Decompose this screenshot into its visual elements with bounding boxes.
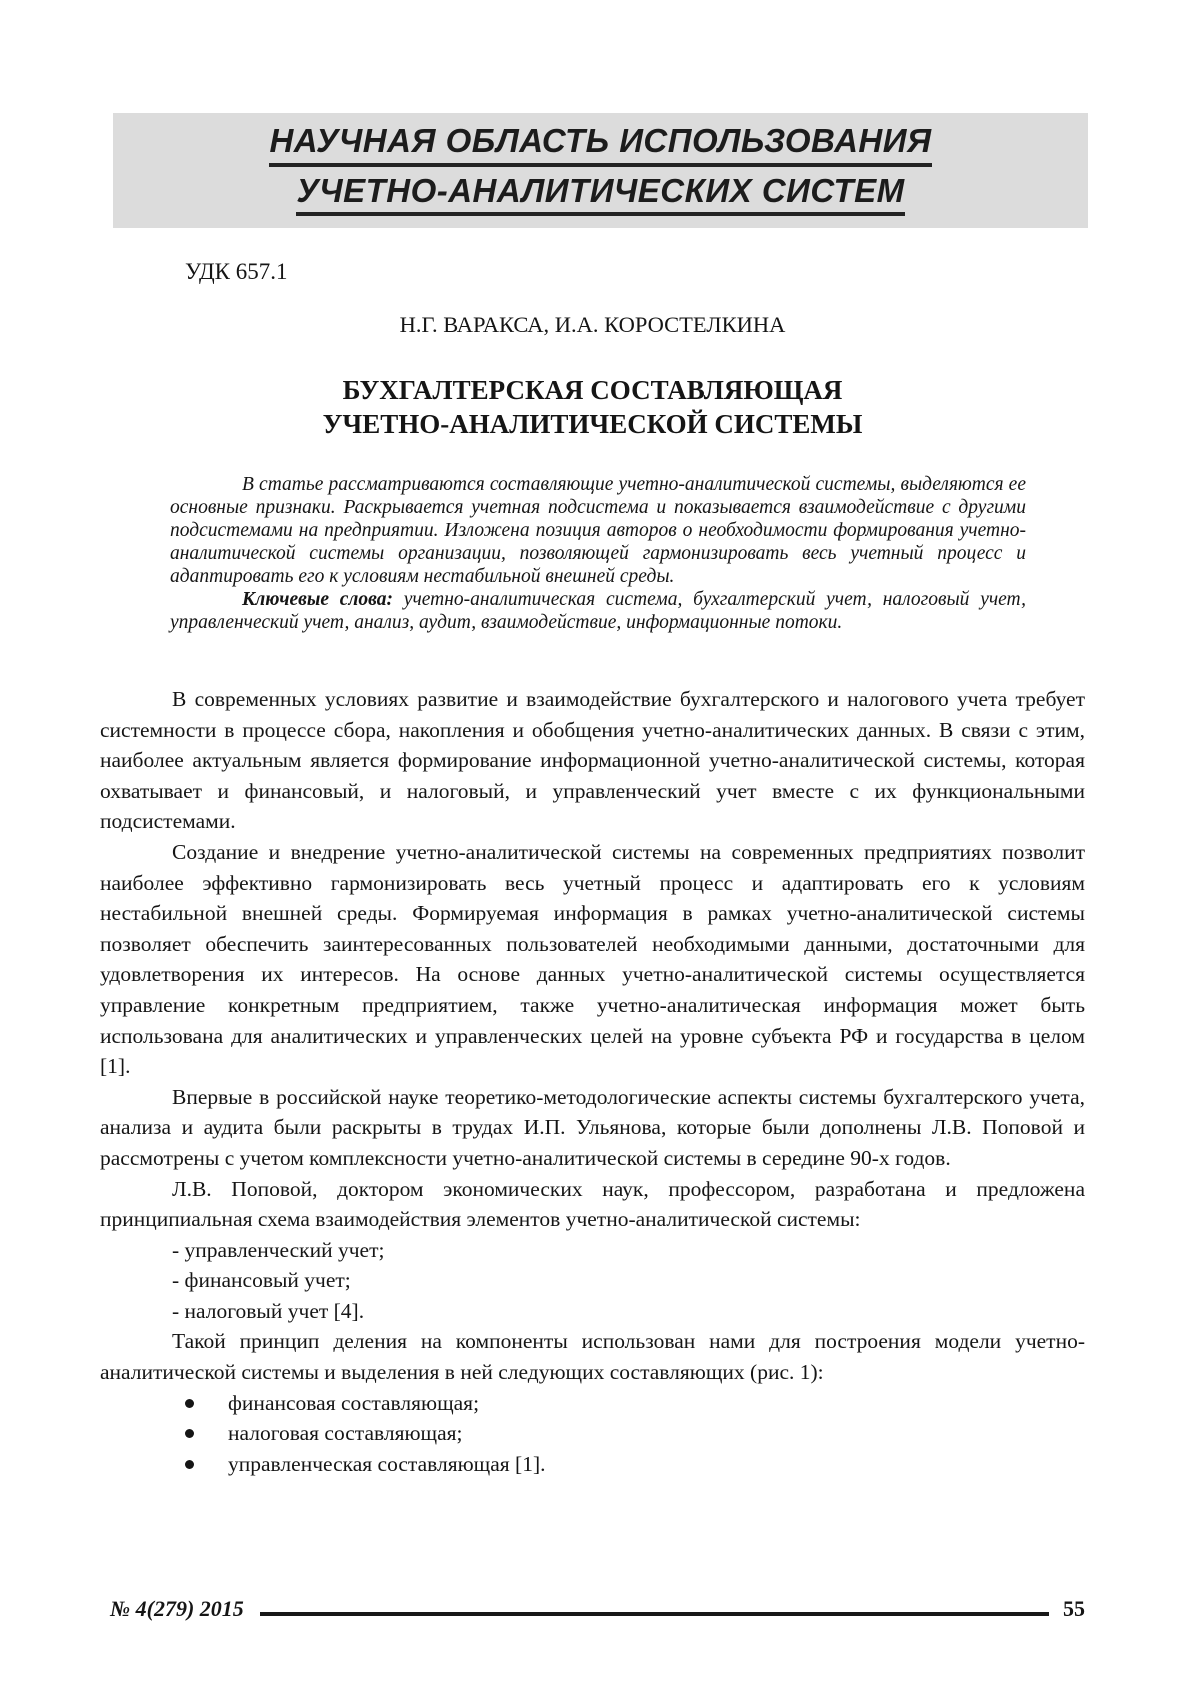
article-title-line-2: УЧЕТНО-АНАЛИТИЧЕСКОЙ СИСТЕМЫ — [322, 409, 863, 439]
page-footer — [110, 1596, 1085, 1622]
article-title — [100, 373, 1085, 441]
body-paragraph: Такой принцип деления на компоненты использован нами для построения модели учетно-аналитической системы и выделения в ней следующих составляющих (рис. 1): — [100, 1329, 1085, 1385]
bullet-list — [100, 1388, 1085, 1480]
journal-issue: № 4(279) 2015 — [110, 1596, 244, 1621]
authors-line: Н.Г. ВАРАКСА, И.А. КОРОСТЕЛКИНА — [399, 312, 786, 337]
section-banner — [113, 113, 1088, 228]
keywords-paragraph — [170, 588, 1026, 634]
bullet-list-item — [100, 1418, 1085, 1449]
page-number: 55 — [1063, 1596, 1085, 1621]
dash-list-item: - налоговый учет [4]. — [172, 1298, 365, 1323]
section-banner-line-1: НАУЧНАЯ ОБЛАСТЬ ИСПОЛЬЗОВАНИЯ — [269, 124, 931, 167]
bullet-icon — [185, 1399, 194, 1408]
keywords-text: учетно-аналитическая система, бухгалтерский учет, налоговый учет, управленческий учет, анализ, аудит, взаимодействие, информационные потоки. — [170, 589, 1026, 633]
bullet-item-text: управленческая составляющая [1]. — [228, 1451, 546, 1476]
body-paragraph: В современных условиях развитие и взаимодействие бухгалтерского и налогового учета требует системности в процессе сбора, накопления и обобщения учетно-аналитических данных. В связи с этим, наиболее актуальным является формирование информационной учетно-аналитической системы, которая охватывает и финансовый, и налоговый, и управленческий учет вместе с их функциональными подсистемами. — [100, 687, 1085, 834]
abstract-text: В статье рассматриваются составляющие учетно-аналитической системы, выделяются ее основные признаки. Раскрывается учетная подсистема и показывается взаимодействие с другими подсистемами на предприятии. Изложена позиция авторов о необходимости формирования учетно-аналитической системы организации, позволяющей гармонизировать весь учетный процесс и адаптировать его к условиям нестабильной внешней среды. — [170, 474, 1026, 587]
dash-list — [100, 1235, 1085, 1327]
body-paragraph: Впервые в российской науке теоретико-методологические аспекты системы бухгалтерского учета, анализа и аудита были раскрыты в трудах И.П. Ульянова, которые были дополнены Л.В. Поповой и рассмотрены с учетом комплексности учетно-аналитической системы в середине 90-х годов. — [100, 1084, 1085, 1170]
dash-list-item: - управленческий учет; — [172, 1237, 385, 1262]
footer-rule — [260, 1612, 1049, 1616]
bullet-icon — [185, 1429, 194, 1438]
bullet-icon — [185, 1460, 194, 1469]
article-title-line-1: БУХГАЛТЕРСКАЯ СОСТАВЛЯЮЩАЯ — [342, 375, 843, 405]
bullet-list-item — [100, 1388, 1085, 1419]
article-body — [100, 684, 1085, 1479]
dash-list-item: - финансовый учет; — [172, 1268, 351, 1293]
body-paragraph: Л.В. Поповой, доктором экономических наук, профессором, разработана и предложена принципиальная схема взаимодействия элементов учетно-аналитической системы: — [100, 1176, 1085, 1232]
section-banner-line-2: УЧЕТНО-АНАЛИТИЧЕСКИХ СИСТЕМ — [296, 174, 904, 217]
body-paragraph: Создание и внедрение учетно-аналитической системы на современных предприятиях позволит наиболее эффективно гармонизировать весь учетный процесс и адаптировать его к условиям нестабильной внешней среды. Формируемая информация в рамках учетно-аналитической системы позволяет обеспечить заинтересованных пользователей необходимыми данными, достаточными для удовлетворения их интересов. На основе данных учетно-аналитической системы осуществляется управление конкретным предприятием, также учетно-аналитическая информация может быть использована для аналитических и управленческих целей на уровне субъекта РФ и государства в целом [1]. — [100, 839, 1085, 1079]
bullet-list-item — [100, 1449, 1085, 1480]
udc-code: УДК 657.1 — [185, 259, 288, 284]
abstract-block — [170, 473, 1026, 634]
bullet-item-text: финансовая составляющая; — [228, 1390, 480, 1415]
keywords-label: Ключевые слова: — [242, 589, 394, 610]
bullet-item-text: налоговая составляющая; — [228, 1421, 463, 1446]
